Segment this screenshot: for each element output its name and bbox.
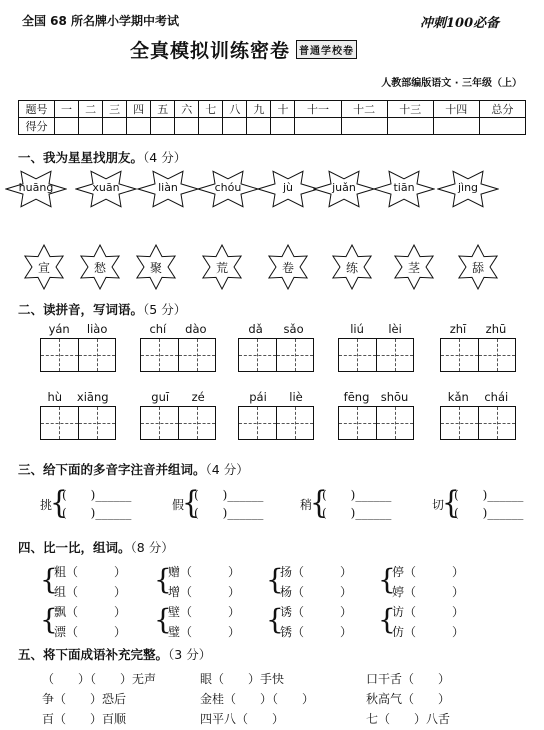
polyphonic-character: 切 [432, 498, 445, 512]
score-header-cell: 一 [55, 101, 79, 118]
section-5-points: （3 分） [168, 647, 212, 662]
section-2-heading [18, 300, 186, 318]
score-header-cell: 八 [223, 101, 247, 118]
compare-word-blank[interactable]: 停（ ） [392, 565, 465, 579]
brace-icon: { [40, 603, 58, 636]
compare-word-blank[interactable]: 璧（ ） [168, 625, 241, 639]
section-4-title: 四、比一比，组词。 [18, 540, 131, 555]
compare-word-blank[interactable]: 组（ ） [54, 585, 127, 599]
score-header-cell: 十 [271, 101, 295, 118]
compare-word-blank[interactable]: 增（ ） [168, 585, 241, 599]
star-pinyin: juǎn [332, 181, 356, 194]
star-character: 茎 [407, 261, 420, 275]
brace-icon: { [154, 603, 172, 636]
compare-pair [40, 602, 127, 642]
writing-grid[interactable] [140, 338, 216, 372]
compare-lines [392, 562, 464, 602]
title-row [130, 36, 357, 63]
character-star[interactable] [21, 244, 67, 290]
star-pinyin: xuān [92, 181, 120, 194]
pinyin-syllable: pái [249, 390, 267, 404]
star-character: 练 [345, 261, 358, 275]
score-header-cell: 十二 [341, 101, 387, 118]
polyphonic-item [300, 486, 410, 526]
polyphonic-character: 挑 [40, 498, 53, 512]
idiom-blank[interactable]: 口干舌（ ） [366, 672, 451, 686]
section-1-heading [18, 148, 186, 166]
score-header-cell: 总分 [479, 101, 525, 118]
star-pinyin: chóu [214, 181, 242, 194]
compare-word-blank[interactable]: 漂（ ） [54, 625, 127, 639]
writing-cell[interactable] [178, 339, 216, 371]
slogan-label: 冲刺100必备 [420, 16, 500, 31]
section-2-points: （5 分） [143, 302, 187, 317]
pinyin-syllable: guī [151, 390, 170, 404]
score-header-cell: 十四 [433, 101, 479, 118]
writing-cell[interactable] [41, 407, 78, 439]
writing-cell[interactable] [478, 407, 516, 439]
pinyin-line [40, 390, 116, 406]
pinyin-word-group [238, 322, 314, 372]
idiom-blank[interactable]: 争（ ）恐后 [42, 692, 127, 706]
score-input-cell[interactable] [103, 118, 127, 135]
pinyin-syllable: shōu [380, 390, 409, 404]
pinyin-word-group [238, 390, 314, 440]
score-input-cell[interactable] [55, 118, 79, 135]
polyphonic-character: 稍 [300, 498, 313, 512]
star-character: 聚 [149, 261, 162, 275]
pinyin-syllable: liào [86, 322, 108, 336]
pinyin-syllable: liú [350, 322, 364, 336]
pinyin-star[interactable] [75, 168, 137, 210]
compare-word-blank[interactable]: 诱（ ） [280, 605, 353, 619]
pinyin-syllable: zhī [449, 322, 467, 336]
polyphonic-character: 假 [172, 498, 185, 512]
pinyin-blank[interactable]: ( )______ [194, 488, 264, 502]
compare-word-blank[interactable]: 杨（ ） [280, 585, 353, 599]
writing-cell[interactable] [141, 407, 178, 439]
score-header-cell: 九 [247, 101, 271, 118]
brace-icon: { [378, 563, 396, 596]
writing-cell[interactable] [41, 339, 78, 371]
character-star[interactable] [329, 244, 375, 290]
pinyin-syllable: dǎ [248, 322, 263, 336]
compare-pair [154, 602, 241, 642]
star-pinyin: tiān [393, 181, 415, 194]
pinyin-line [338, 322, 414, 338]
character-star[interactable] [455, 244, 501, 290]
pinyin-word-group [440, 390, 516, 440]
writing-cell[interactable] [78, 407, 116, 439]
writing-cell[interactable] [376, 407, 414, 439]
section-5-title: 五、将下面成语补充完整。 [18, 647, 169, 662]
pinyin-syllable: hù [47, 390, 63, 404]
star-pinyin: jù [282, 181, 294, 194]
brace-icon: { [266, 603, 284, 636]
pinyin-star[interactable] [197, 168, 259, 210]
pinyin-line [440, 322, 516, 338]
character-star[interactable] [77, 244, 123, 290]
pinyin-syllable: sǎo [283, 322, 304, 336]
pinyin-syllable: dào [185, 322, 207, 336]
writing-grid[interactable] [238, 406, 314, 440]
star-character: 舔 [471, 261, 484, 275]
school-badge: 普通学校卷 [296, 40, 357, 59]
star-character: 荒 [215, 261, 228, 275]
pinyin-syllable: zhū [485, 322, 507, 336]
score-input-cell[interactable] [295, 118, 341, 135]
writing-cell[interactable] [376, 339, 414, 371]
compare-lines [280, 562, 352, 602]
pinyin-syllable: xiāng [76, 390, 109, 404]
pinyin-syllable: chái [484, 390, 509, 404]
writing-cell[interactable] [78, 339, 116, 371]
pinyin-star[interactable] [313, 168, 375, 210]
section-4-points: （8 分） [130, 540, 174, 555]
polyphonic-blanks[interactable] [62, 486, 131, 522]
score-header-label: 题号 [19, 101, 55, 118]
compare-lines [54, 562, 126, 602]
pinyin-line [238, 390, 314, 406]
score-input-cell[interactable] [271, 118, 295, 135]
pinyin-line [238, 322, 314, 338]
score-input-cell[interactable] [247, 118, 271, 135]
section-5-heading [18, 645, 211, 663]
character-star[interactable] [391, 244, 437, 290]
writing-grid[interactable] [40, 338, 116, 372]
compare-word-blank[interactable]: 赠（ ） [168, 565, 241, 579]
score-header-cell: 七 [199, 101, 223, 118]
score-header-cell: 三 [103, 101, 127, 118]
pinyin-line [440, 390, 516, 406]
pinyin-line [40, 322, 116, 338]
brace-icon: { [266, 563, 284, 596]
pinyin-blank[interactable]: ( )______ [454, 506, 524, 520]
compare-lines [54, 602, 126, 642]
compare-word-blank[interactable]: 婷（ ） [392, 585, 465, 599]
idiom-blank[interactable]: （ ）（ ）无声 [42, 672, 157, 686]
compare-pair [40, 562, 127, 602]
writing-grid[interactable] [440, 338, 516, 372]
score-header-cell: 十三 [387, 101, 433, 118]
idiom-blank[interactable]: 秋高气（ ） [366, 692, 451, 706]
pinyin-word-group [338, 390, 414, 440]
pinyin-blank[interactable]: ( )______ [194, 506, 264, 520]
idiom-blank[interactable]: 金桂（ ）（ ） [200, 692, 315, 706]
pinyin-syllable: zé [191, 390, 205, 404]
score-value-row [19, 118, 526, 135]
writing-cell[interactable] [441, 339, 478, 371]
star-pinyin: liàn [158, 181, 178, 194]
pinyin-line [140, 322, 216, 338]
writing-cell[interactable] [276, 407, 314, 439]
compare-word-blank[interactable]: 飘（ ） [54, 605, 127, 619]
writing-grid[interactable] [338, 406, 414, 440]
compare-pair [266, 602, 353, 642]
section-3-points: （4 分） [205, 462, 249, 477]
compare-word-blank[interactable]: 锈（ ） [280, 625, 353, 639]
score-input-cell[interactable] [199, 118, 223, 135]
pinyin-blank[interactable]: ( )______ [62, 506, 132, 520]
compare-pair [378, 562, 465, 602]
brace-icon: { [50, 484, 68, 521]
pinyin-word-group [140, 390, 216, 440]
exam-series-label: 全国 68 所名牌小学期中考试 [22, 14, 180, 28]
edition-label: 人教部编版语文 · 三年级（上） [381, 78, 522, 89]
pinyin-syllable: yán [48, 322, 70, 336]
brace-icon: { [310, 484, 328, 521]
writing-grid[interactable] [140, 406, 216, 440]
star-character: 卷 [281, 261, 294, 275]
score-input-cell[interactable] [479, 118, 525, 135]
polyphonic-blanks[interactable] [322, 486, 391, 522]
brace-icon: { [154, 563, 172, 596]
score-header-cell: 十一 [295, 101, 341, 118]
star-pinyin: jìng [457, 181, 479, 194]
writing-cell[interactable] [478, 339, 516, 371]
pinyin-line [338, 390, 414, 406]
pinyin-syllable: liè [289, 390, 303, 404]
idiom-blank[interactable]: 七（ ）八舌 [366, 712, 451, 726]
score-header-row [19, 101, 526, 118]
star-character: 愁 [93, 261, 106, 275]
pinyin-star[interactable] [5, 168, 67, 210]
pinyin-word-group [40, 322, 116, 372]
score-input-cell[interactable] [127, 118, 151, 135]
pinyin-blank[interactable]: ( )______ [322, 488, 392, 502]
polyphonic-blanks[interactable] [194, 486, 263, 522]
writing-cell[interactable] [141, 339, 178, 371]
writing-cell[interactable] [339, 339, 376, 371]
compare-lines [280, 602, 352, 642]
pinyin-word-group [40, 390, 116, 440]
score-header-cell: 四 [127, 101, 151, 118]
score-input-cell[interactable] [151, 118, 175, 135]
idiom-blank[interactable]: 眼（ ）手快 [200, 672, 285, 686]
pinyin-syllable: fēng [343, 390, 370, 404]
pinyin-star[interactable] [373, 168, 435, 210]
section-3-heading [18, 460, 249, 478]
writing-cell[interactable] [441, 407, 478, 439]
pinyin-star[interactable] [437, 168, 499, 210]
pinyin-star[interactable] [257, 168, 319, 210]
polyphonic-item [172, 486, 282, 526]
score-header-cell: 六 [175, 101, 199, 118]
score-table [18, 100, 526, 135]
polyphonic-blanks[interactable] [454, 486, 523, 522]
page-title: 全真模拟训练密卷 [130, 40, 291, 62]
polyphonic-item [432, 486, 542, 526]
writing-grid[interactable] [440, 406, 516, 440]
pinyin-blank[interactable]: ( )______ [322, 506, 392, 520]
pinyin-word-group [338, 322, 414, 372]
writing-grid[interactable] [40, 406, 116, 440]
pinyin-blank[interactable]: ( )______ [454, 488, 524, 502]
pinyin-syllable: chí [149, 322, 167, 336]
compare-pair [378, 602, 465, 642]
section-2-title: 二、读拼音，写词语。 [18, 302, 144, 317]
compare-word-blank[interactable]: 粗（ ） [54, 565, 127, 579]
star-character: 宣 [37, 261, 50, 275]
writing-grid[interactable] [338, 338, 414, 372]
score-input-cell[interactable] [341, 118, 387, 135]
score-input-cell[interactable] [175, 118, 199, 135]
score-input-cell[interactable] [433, 118, 479, 135]
compare-lines [392, 602, 464, 642]
writing-grid[interactable] [238, 338, 314, 372]
brace-icon: { [182, 484, 200, 521]
writing-cell[interactable] [339, 407, 376, 439]
writing-cell[interactable] [239, 407, 276, 439]
brace-icon: { [40, 563, 58, 596]
score-input-cell[interactable] [387, 118, 433, 135]
star-pinyin: huāng [18, 181, 54, 194]
score-input-cell[interactable] [223, 118, 247, 135]
brace-icon: { [378, 603, 396, 636]
compare-word-blank[interactable]: 访（ ） [392, 605, 465, 619]
pinyin-star[interactable] [137, 168, 199, 210]
compare-word-blank[interactable]: 扬（ ） [280, 565, 353, 579]
compare-pair [266, 562, 353, 602]
score-header-cell: 五 [151, 101, 175, 118]
writing-cell[interactable] [239, 339, 276, 371]
brace-icon: { [442, 484, 460, 521]
section-1-title: 一、我为星星找朋友。 [18, 150, 144, 165]
compare-lines [168, 562, 240, 602]
pinyin-word-group [140, 322, 216, 372]
polyphonic-item [40, 486, 150, 526]
writing-cell[interactable] [276, 339, 314, 371]
score-header-cell: 二 [79, 101, 103, 118]
character-star[interactable] [133, 244, 179, 290]
character-star[interactable] [199, 244, 245, 290]
pinyin-word-group [440, 322, 516, 372]
section-1-points: （4 分） [143, 150, 187, 165]
pinyin-line [140, 390, 216, 406]
section-3-title: 三、给下面的多音字注音并组词。 [18, 462, 206, 477]
compare-word-blank[interactable]: 仿（ ） [392, 625, 465, 639]
section-4-heading [18, 538, 174, 556]
pinyin-syllable: lèi [388, 322, 402, 336]
compare-word-blank[interactable]: 壁（ ） [168, 605, 241, 619]
idiom-blank[interactable]: 百（ ）百顺 [42, 712, 127, 726]
writing-cell[interactable] [178, 407, 216, 439]
compare-lines [168, 602, 240, 642]
pinyin-syllable: kǎn [447, 390, 469, 404]
score-row-label: 得分 [19, 118, 55, 135]
score-input-cell[interactable] [79, 118, 103, 135]
character-star[interactable] [265, 244, 311, 290]
pinyin-blank[interactable]: ( )______ [62, 488, 132, 502]
compare-pair [154, 562, 241, 602]
idiom-blank[interactable]: 四平八（ ） [200, 712, 285, 726]
